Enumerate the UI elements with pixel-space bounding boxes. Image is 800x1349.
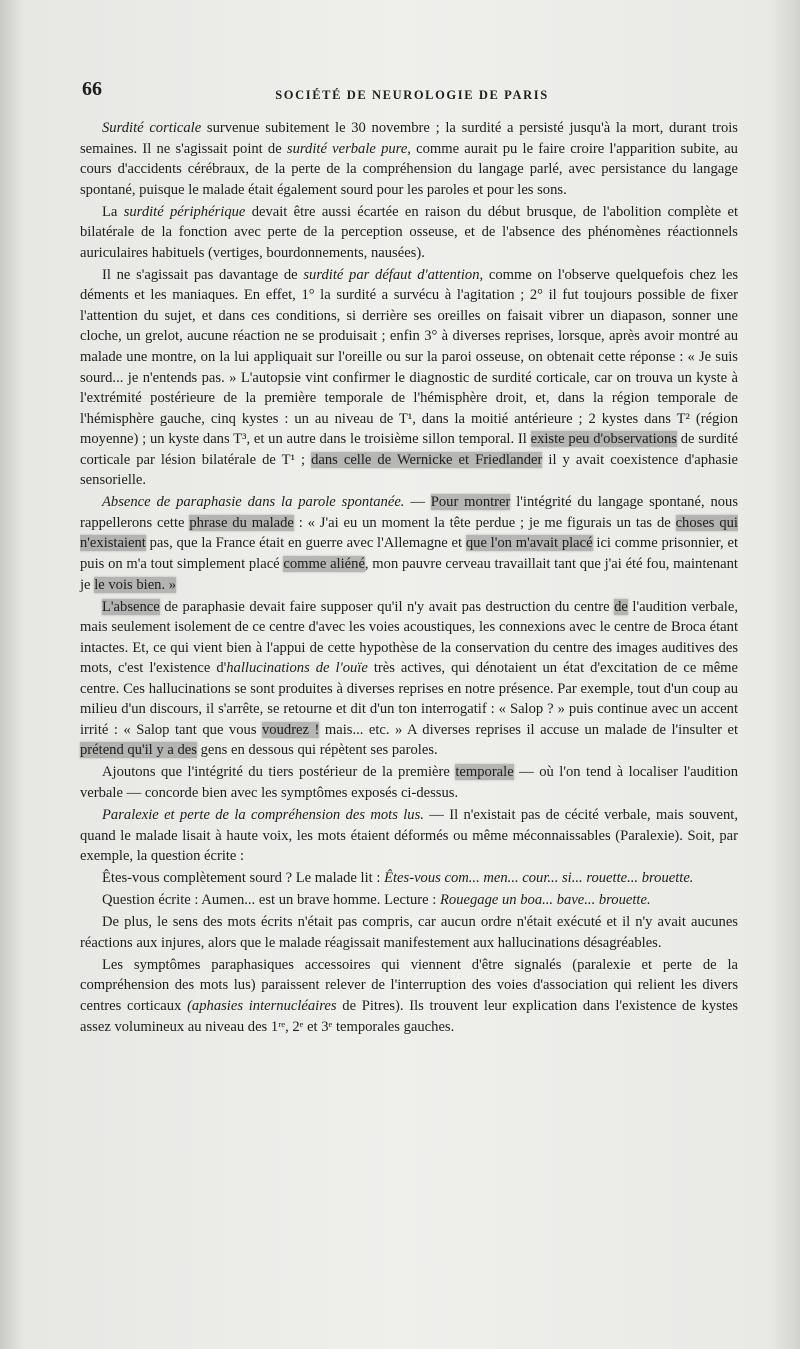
highlighted-text: Pour montrer [430,494,511,511]
text-run: — [404,494,431,511]
text-run: Les symptômes paraphasiques accessoires qui viennent d'être signalés (paralexie et perte de la compréhension des mots lus) paraissent relever de l'interruption des voies d'association qui relient les divers centres corticaux [80,956,738,1014]
italic-text: surdité périphérique [123,203,246,220]
paragraph [80,597,738,761]
highlighted-text: de [614,598,628,615]
paragraph [80,762,738,803]
text-run: l'audition verbale, mais seulement isolement de ce centre d'avec les voies acoustiques, les connexions avec le centre de Broca étant intactes. Et, ce qui vient bien à l'appui de cette hypothèse de la conservation du centre des images auditives des mots, c'est l'existence d' [80,598,738,677]
text-run: ici comme prisonnier, et puis on m'a tout simplement placé [80,535,739,572]
paragraph [80,265,738,491]
italic-text: surdité verbale pure [286,140,408,157]
text-run: devait être aussi écartée en raison du début brusque, de l'abolition complète et bilatérale de la fonction avec perte de la perception osseuse, et de l'absence des phénomènes réactionnels auriculaires habituels (vertiges, bourdonnements, nausées). [80,203,738,261]
text-run: l'intégrité du langage spontané, nous rappellerons cette [80,494,739,531]
text-run: de Pitres). Ils trouvent leur explication dans l'existence de kystes assez volumineux au niveau des 1ʳᵉ, 2ᵉ et 3ᵉ temporales gauches. [80,997,739,1035]
text-run: gens en dessous qui répètent ses paroles. [196,742,438,759]
highlighted-text: L'absence [102,598,160,615]
paragraph [80,118,738,200]
text-run: il y avait coexistence d'aphasie sensorielle. [80,451,739,489]
text-run: — Il n'existait pas de cécité verbale, mais souvent, quand le malade lisait à haute voix, les mots étaient déformés ou même méconnaissables (Paralexie). Soit, par exemple, la question écrite : [80,807,738,865]
text-run: mais... etc. » A diverses reprises il accuse un malade de l'insulter et [319,721,738,738]
highlighted-text: voudrez ! [262,721,320,738]
text-run: , comme on l'observe quelquefois chez les déments et les maniaques. En effet, 1° la surdité a survécu à l'agitation ; 2° il fut toujours possible de fixer l'attention du sujet, et dans ces conditions, si derrière ses oreilles on faisait vibrer un diapason, sonner une cloche, un grelot, aucune réaction ne se produisait ; enfin 3° à diverses reprises, lorsque, après avoir montré au malade une montre, on la lui appliquait sur l'oreille ou sur la paroi osseuse, on obtenait cette réponse : « Je suis sourd... je n'entends pas. » L'autopsie vint confirmer le diagnostic de surdité corticale, car on trouva un kyste à l'extrémité postérieure de la première temporale de l'hémisphère droit, et, dans la région temporale de l'hémisphère gauche, cinq kystes : un au niveau de T¹, dans la moitié antérieure ; 2 kystes dans T² (région moyenne) ; un kyste dans T³, et un autre dans le troisième sillon temporal. Il [80,266,739,448]
text-run: — où l'on tend à localiser l'audition verbale — concorde bien avec les symptômes exposés ci-dessus. [80,764,738,801]
text-run: de paraphasie devait faire supposer qu'il n'y avait pas destruction du centre [159,598,615,615]
paragraph [80,955,738,1037]
paragraph [80,492,738,595]
italic-text: surdité par défaut d'attention [303,266,480,283]
text-run: Ajoutons que l'intégrité du tiers postérieur de la première [102,764,456,781]
italic-text: (aphasies internucléaires [187,997,337,1014]
page-number: 66 [82,78,102,100]
highlighted-text: prétend qu'il y a des [80,742,197,759]
text-run: très actives, qui dénotaient un état d'excitation de ce même centre. Ces hallucinations se sont produites à diverses reprises en notre présence. Par exemple, tout d'un coup au milieu d'un discours, il s'arrête, se retourne et dit d'un ton interrogatif : « Salop ? » puis continue avec un accent irrité : « Salop tant que vous [80,660,738,738]
highlighted-text: temporale [455,764,514,781]
highlighted-text: dans celle de Wernicke et Friedlander [311,451,543,468]
highlighted-text: choses qui n'existaient [80,514,738,552]
text-run: pas, que la France était en guerre avec l'Allemagne et [145,535,466,552]
page-header [82,78,742,106]
text-run: De plus, le sens des mots écrits n'était pas compris, car aucun ordre n'était exécuté et il n'y avait aucunes réactions aux injures, alors que le malade réagissait manifestement aux hallucinations désagréables. [80,914,738,951]
running-head: SOCIÉTÉ DE NEUROLOGIE DE PARIS [275,88,549,102]
paragraph [80,805,738,867]
highlighted-text: le vois bien. » [94,576,177,593]
text-run: Question écrite : Aumen... est un brave homme. Lecture : [102,892,440,909]
italic-text: Paralexie et perte de la compréhension des mots lus. [102,807,424,824]
paragraph [80,868,738,889]
body-text [80,118,738,1037]
highlighted-text: existe peu d'observations [530,431,677,448]
italic-text: Rouegage un boa... bave... brouette. [440,892,651,909]
italic-text: Êtes-vous com... men... cour... si... rouette... brouette. [384,870,694,887]
highlighted-text: phrase du malade [189,514,294,531]
italic-text: Absence de paraphasie dans la parole spontanée. [102,494,405,511]
text-run: Êtes-vous complètement sourd ? Le malade lit : [102,870,385,887]
text-run: survenue subitement le 30 novembre ; la surdité a persisté jusqu'à la mort, durant trois semaines. Il ne s'agissait point de [80,120,738,157]
text-run: Il ne s'agissait pas davantage de [102,266,304,283]
highlighted-text: comme aliéné [283,555,365,572]
highlighted-text: que l'on m'avait placé [465,535,593,552]
paragraph [80,202,738,264]
text-run: La [102,203,124,220]
italic-text: Surdité corticale [102,120,202,136]
text-run: : « J'ai eu un moment la tête perdue ; je me figurais un tas de [293,514,676,531]
text-run: , comme aurait pu le faire croire l'apparition subite, au cours d'accidents cérébraux, de la perte de la compréhension du langage parlé, avec persistance du langage spontané, puisque le malade était également sourd pour les paroles et pour les sons. [80,140,738,198]
paragraph [80,912,738,953]
paragraph [80,890,738,911]
text-run: de surdité corticale par lésion bilatérale de T¹ ; [80,431,738,468]
italic-text: hallucinations de l'ouïe [226,660,368,677]
text-run: , mon pauvre cerveau travaillait tant que j'ai été fou, maintenant je [80,555,738,593]
